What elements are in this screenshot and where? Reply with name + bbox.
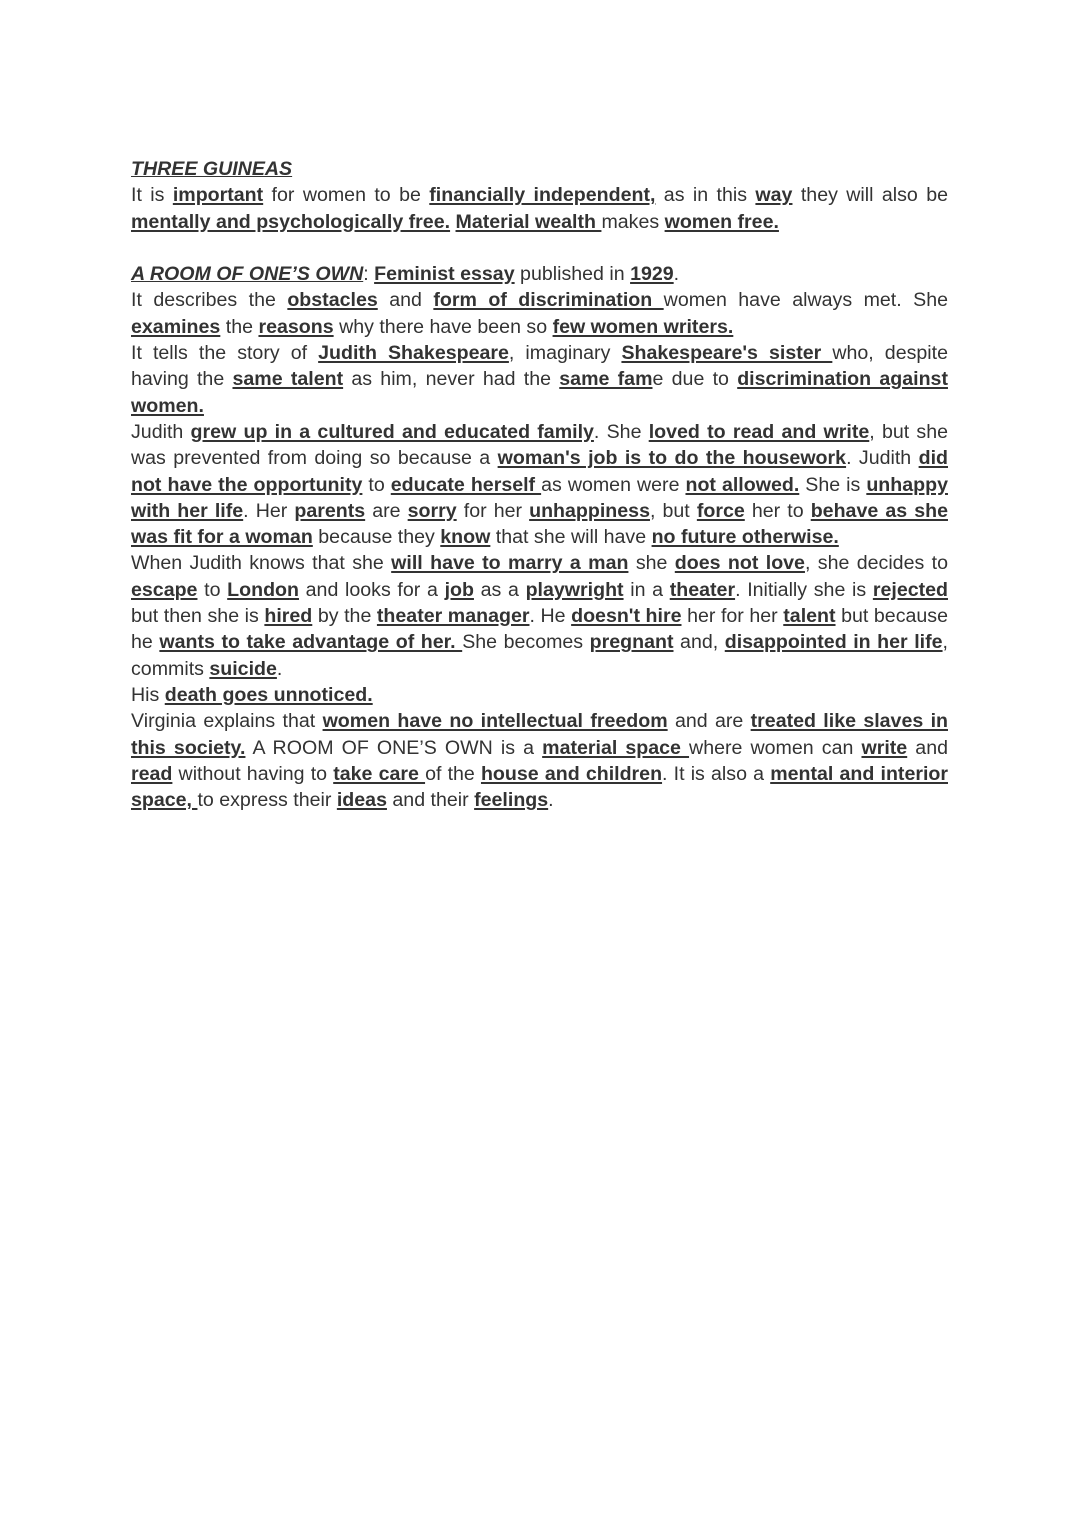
text-run: they will also be [792,184,949,207]
text-run: . Her [243,499,295,522]
text-run: and looks for a [298,578,445,601]
text-run: Judith [131,420,191,443]
text-run: . Initially she is [735,578,873,601]
text-run: that she will have [490,526,652,549]
text-run: and [907,736,948,759]
highlighted-phrase: did not have the opportunity [131,447,948,496]
heading-text: A ROOM OF ONE’S OWN [131,263,364,286]
highlighted-phrase: pregnant [589,631,674,654]
highlighted-phrase: unhappy with her life [131,473,948,522]
paragraph [131,287,948,340]
highlighted-phrase: disappointed in her life [724,631,943,654]
text-run: for women to be [263,184,430,207]
highlighted-phrase: know [440,526,491,549]
highlighted-phrase: Judith Shakespeare [318,342,509,365]
highlighted-phrase: same talent [232,368,344,391]
text-run: her to [744,499,811,522]
highlighted-phrase: Material wealth [455,210,602,233]
highlighted-phrase: rejected [872,578,949,601]
highlighted-phrase: grew up in a cultured and educated family [190,420,594,443]
text-run: by the [312,605,377,628]
highlighted-phrase: not allowed. [685,473,800,496]
highlighted-phrase: behave as she was fit for a woman [131,499,948,549]
highlighted-phrase: write [861,736,908,759]
text-run: to express their [197,789,337,812]
highlighted-phrase: force [696,499,745,522]
paragraph [131,682,948,708]
highlighted-phrase: important [172,184,264,207]
document-body [131,156,948,813]
text-run: the [220,315,259,338]
highlighted-phrase: material space [542,736,690,759]
highlighted-phrase: Shakespeare's sister [621,342,833,365]
highlighted-phrase: house and children [480,762,663,785]
highlighted-phrase: theater manager [376,605,530,628]
text-run: She becomes [462,631,590,654]
text-run: to [197,578,228,601]
text-run: and their [386,789,475,812]
text-run: She is [799,473,867,496]
highlighted-phrase: women have no intellectual freedom [322,710,668,733]
text-run: as him, never had the [343,368,560,391]
text-run: . [673,263,680,286]
text-run: as a [473,578,526,601]
text-run: e due to [652,368,738,391]
highlighted-phrase: hired [264,605,313,628]
highlighted-phrase: take care [333,762,426,785]
highlighted-phrase: parents [294,499,366,522]
text-run: but because he [131,605,948,654]
text-run: When Judith knows that she [131,552,392,575]
highlighted-phrase: sorry [407,499,457,522]
text-run: as in this [655,184,756,207]
text-run: . She [593,420,649,443]
text-run: . [548,789,554,812]
highlighted-phrase: form of discrimination [433,289,664,312]
text-run: and [377,289,434,312]
text-run: makes [601,210,665,233]
text-run: . It is also a [662,762,771,785]
text-run: her for her [681,605,784,628]
text-run: , imaginary [508,342,622,365]
highlighted-phrase: few women writers. [552,315,734,338]
text-run: where women can [689,736,862,759]
text-run: because they [312,526,441,549]
highlighted-phrase: loved to read and write [648,420,870,443]
text-run: It is [131,184,173,207]
text-run: but then she is [131,605,265,628]
text-run: as women were [541,473,686,496]
paragraph [131,182,948,235]
highlighted-phrase: Feminist essay [374,263,515,286]
highlighted-phrase: job [444,578,474,601]
highlighted-phrase: doesn't hire [571,605,682,628]
section-spacer [131,235,948,261]
highlighted-phrase: treated like slaves in this society. [131,710,948,759]
paragraph [131,261,948,287]
highlighted-phrase: ideas [336,789,387,812]
highlighted-phrase: mentally and psychologically free. [131,210,451,233]
text-run: in a [623,578,670,601]
highlighted-phrase: financially independent, [429,184,656,207]
highlighted-phrase: playwright [525,578,624,601]
text-run: and are [667,710,751,733]
section-heading [131,156,948,182]
text-run: , but [649,499,697,522]
paragraph [131,708,948,813]
text-run: . He [529,605,572,628]
section-three-guineas [131,156,948,235]
highlighted-phrase: theater [669,578,736,601]
highlighted-phrase: death goes unnoticed. [164,683,373,706]
text-run: , but she was prevented from doing so because a [131,420,949,470]
highlighted-phrase: examines [131,315,221,338]
text-run: to [362,473,391,496]
highlighted-phrase: read [131,762,173,785]
text-run: . [276,657,283,680]
highlighted-phrase: wants to take advantage of her. [159,631,463,654]
text-run: , she decides to [804,552,948,575]
text-run: : [363,263,375,286]
highlighted-phrase: will have to marry a man [391,552,629,575]
document-page [131,156,948,813]
text-run: , commits [131,631,948,680]
paragraph [131,419,948,550]
text-run: It tells the story of [131,342,319,365]
highlighted-phrase: feelings [474,789,549,812]
text-run: why there have been so [333,315,553,338]
highlighted-phrase: suicide [209,657,277,680]
highlighted-phrase: mental and interior space, [131,762,948,812]
text-run: published in [514,263,631,286]
text-run: of the [425,762,481,785]
text-run: without having to [172,762,334,785]
highlighted-phrase: no future otherwise. [651,526,839,549]
text-run: for her [456,499,530,522]
highlighted-phrase: London [227,578,299,601]
text-run: It describes the [131,289,288,312]
text-run: she [628,552,675,575]
text-run: His [131,683,165,706]
highlighted-phrase: reasons [258,315,334,338]
paragraph [131,340,948,419]
highlighted-phrase: educate herself [390,473,542,496]
text-run: . Judith [846,447,919,470]
highlighted-phrase: women free. [664,210,779,233]
highlighted-phrase: same fam [559,368,653,391]
section-a-room-of-ones-own [131,261,948,813]
highlighted-phrase: does not love [674,552,805,575]
text-run: who, despite having the [131,342,948,391]
text-run: A ROOM OF ONE’S OWN is a [245,736,543,759]
highlighted-phrase: talent [783,605,836,628]
highlighted-phrase: escape [131,578,198,601]
highlighted-phrase: woman's job is to do the housework [497,447,847,470]
highlighted-phrase: obstacles [287,289,378,312]
text-run: women have always met. She [663,289,948,312]
highlighted-phrase: discrimination against women. [131,368,948,417]
highlighted-phrase: unhappiness [529,499,650,522]
highlighted-phrase: way [755,184,793,207]
heading-text: THREE GUINEAS [131,158,293,180]
text-run: are [365,499,408,522]
highlighted-phrase: 1929 [630,263,674,286]
paragraph [131,550,948,681]
text-run: Virginia explains that [131,710,323,733]
text-run: and, [673,631,725,654]
